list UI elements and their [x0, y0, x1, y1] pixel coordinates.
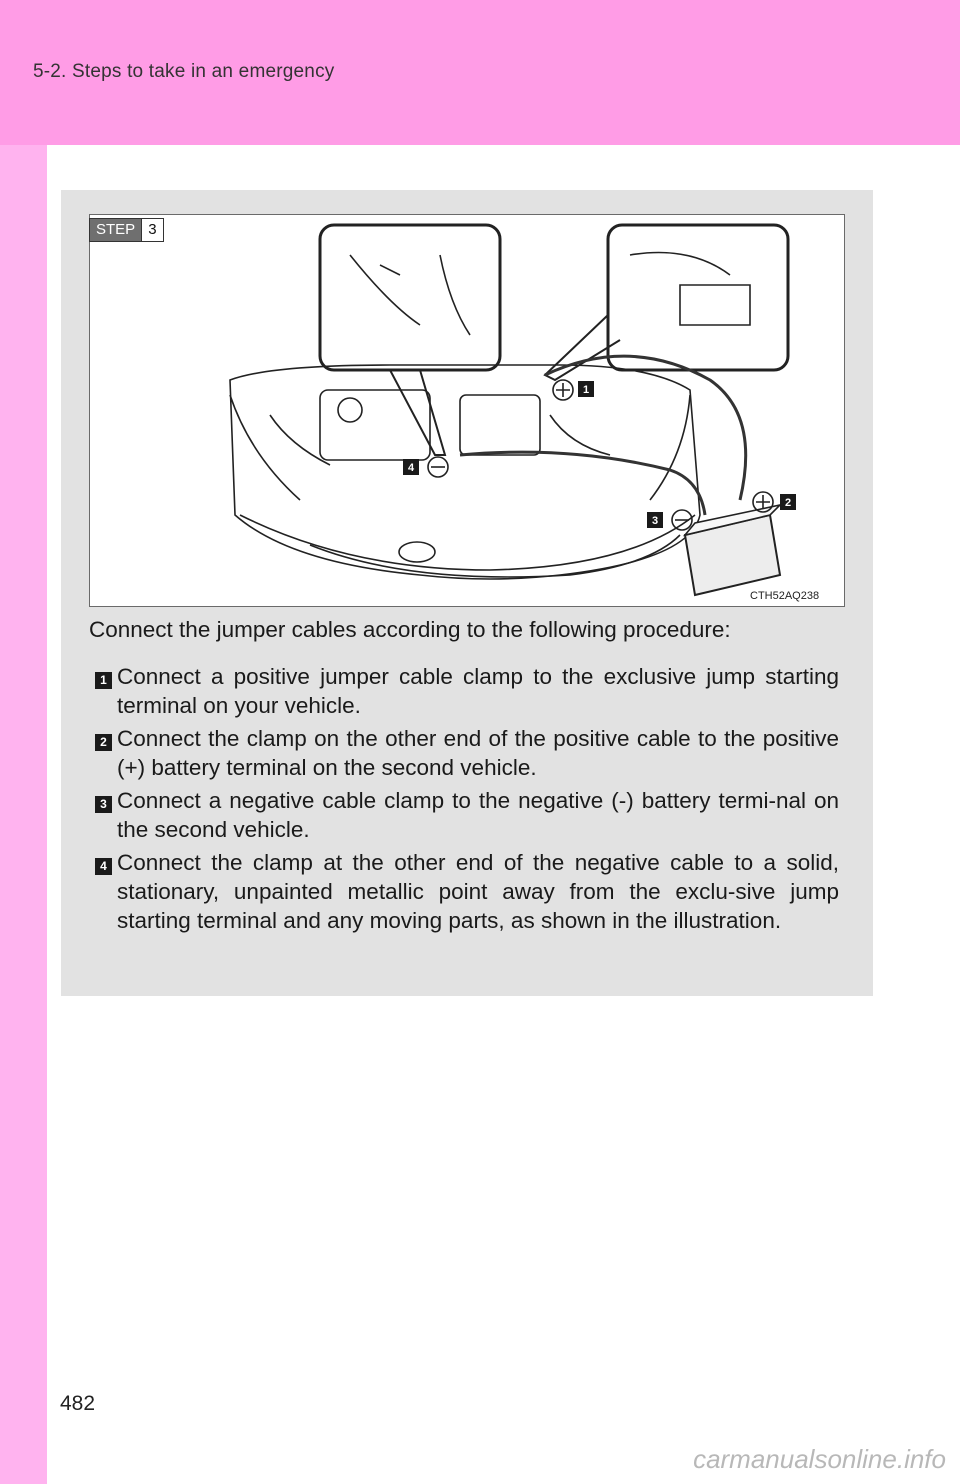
step-number-4: 4 — [95, 858, 112, 875]
procedure-intro: Connect the jumper cables according to the following procedure: — [89, 617, 731, 642]
step-text-4: Connect the clamp at the other end of the negative cable to a solid, stationary, unpainted metallic point away from the exclu-sive jump starting terminal and any moving parts, as shown in the illustration. — [117, 850, 839, 933]
procedure-step-1 — [95, 662, 839, 720]
procedure-step-3 — [95, 786, 839, 844]
callout-text-2: 2 — [784, 497, 792, 509]
step-text-1: Connect a positive jumper cable clamp to the exclusive jump starting terminal on your vehicle. — [117, 664, 839, 718]
step-badge — [89, 218, 164, 242]
step-number-3: 3 — [95, 796, 112, 813]
section-title: 5-2. Steps to take in an emergency — [33, 61, 335, 82]
inset-right-detail — [630, 253, 750, 326]
figure-code: CTH52AQ238 — [750, 590, 820, 602]
car-bumper — [240, 515, 695, 570]
car-body-outline — [230, 365, 700, 579]
side-tab-strip — [0, 145, 47, 1484]
detail-inset-right — [608, 225, 788, 370]
watermark: carmanualsonline.info — [693, 1444, 946, 1474]
engine-block — [320, 390, 430, 460]
procedure-step-4 — [95, 848, 839, 935]
engine-fuse-box — [460, 395, 540, 455]
negative-cable — [460, 452, 705, 515]
procedure-step-2 — [95, 724, 839, 782]
step-text-3: Connect a negative cable clamp to the negative (-) battery termi-nal on the second vehicle. — [117, 788, 839, 842]
step-number-2: 2 — [95, 734, 112, 751]
positive-cable — [545, 356, 746, 500]
inset-left-detail — [350, 255, 470, 335]
engine-cap — [338, 398, 362, 422]
callout-text-1: 1 — [582, 384, 590, 396]
headlight-left — [230, 395, 300, 500]
car-grille — [310, 535, 680, 577]
step-badge-number: 3 — [141, 219, 162, 241]
page-number: 482 — [60, 1392, 96, 1415]
step-number-1: 1 — [95, 672, 112, 689]
detail-inset-left — [320, 225, 500, 370]
callout-text-4: 4 — [407, 462, 415, 474]
jump-start-illustration — [89, 214, 845, 607]
engine-bay-drawing — [90, 215, 846, 608]
page-header — [0, 0, 960, 145]
headlight-right — [650, 395, 690, 500]
step-badge-label: STEP — [90, 219, 141, 241]
inset-pointer-left — [390, 370, 445, 455]
step-text-2: Connect the clamp on the other end of the positive cable to the positive (+) battery terminal on the second vehicle. — [117, 726, 839, 780]
procedure-steps — [95, 662, 839, 939]
car-emblem — [399, 542, 435, 562]
callout-text-3: 3 — [651, 515, 659, 527]
